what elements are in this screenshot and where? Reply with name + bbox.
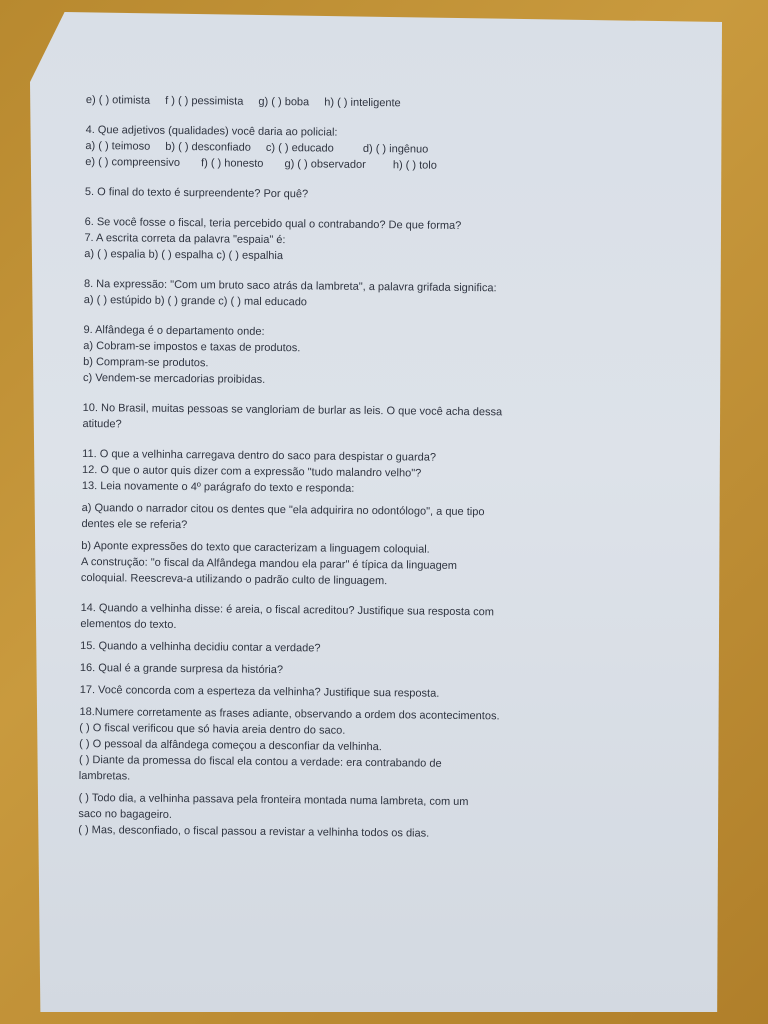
- question-9: 9. Alfândega é o departamento onde:: [83, 323, 265, 338]
- question-9-option-c: c) Vendem-se mercadorias proibidas.: [82, 371, 266, 386]
- question-13-a-cont: dentes ele se referia?: [81, 517, 188, 532]
- question-13: 13. Leia novamente o 4º parágrafo do texto e responda:: [81, 479, 355, 495]
- question-8-options: a) ( ) estúpido b) ( ) grande c) ( ) mal educado: [83, 293, 308, 309]
- question-18-item-1: ( ) O fiscal verificou que só havia areia dentro do saco.: [79, 721, 346, 737]
- question-4: 4. Que adjetivos (qualidades) você daria ao policial:: [85, 123, 338, 139]
- question-17: 17. Você concorda com a esperteza da velhinha? Justifique sua resposta.: [79, 683, 440, 700]
- option-honesto: f) ( ) honesto: [201, 157, 264, 170]
- option-tolo: h) ( ) tolo: [392, 159, 437, 172]
- option-ingenuo: d) ( ) ingênuo: [362, 142, 429, 156]
- question-13-c-cont: coloquial. Reescreva-a utilizando o padrão culto de linguagem.: [80, 571, 388, 588]
- question-13-c: A construção: "o fiscal da Alfândega mandou ela parar" é típica da linguagem: [81, 555, 458, 572]
- option-boba: g) ( ) boba: [258, 95, 310, 109]
- option-educado: c) ( ) educado: [265, 141, 334, 155]
- option-pessimista: f ) ( ) pessimista: [165, 94, 244, 108]
- question-18-item-2: ( ) O pessoal da alfândega começou a desconfiar da velhinha.: [79, 737, 382, 754]
- question-14-cont: elementos do texto.: [80, 617, 177, 631]
- question-18-item-4: ( ) Todo dia, a velhinha passava pela fronteira montada numa lambreta, com um: [78, 791, 469, 809]
- question-18-item-4-cont: saco no bagageiro.: [78, 807, 173, 821]
- option-desconfiado: b) ( ) desconfiado: [165, 140, 251, 154]
- option-otimista: e) ( ) otimista: [85, 93, 151, 107]
- question-18: 18.Numere corretamente as frases adiante, observando a ordem dos acontecimentos.: [79, 705, 500, 723]
- question-6: 6. Se você fosse o fiscal, teria percebido qual o contrabando? De que forma?: [84, 215, 462, 232]
- question-14: 14. Quando a velhinha disse: é areia, o fiscal acreditou? Justifique sua resposta com: [80, 601, 494, 619]
- question-18-item-5: ( ) Mas, desconfiado, o fiscal passou a revistar a velhinha todos os dias.: [78, 823, 430, 840]
- question-7-options: a) ( ) espalia b) ( ) espalha c) ( ) espalhia: [84, 247, 284, 263]
- question-9-option-a: a) Cobram-se impostos e taxas de produtos.: [83, 339, 301, 355]
- option-compreensivo: e) ( ) compreensivo: [85, 155, 181, 169]
- question-5: 5. O final do texto é surpreendente? Por quê?: [84, 185, 309, 201]
- question-10: 10. No Brasil, muitas pessoas se vangloriam de burlar as leis. O que você acha dessa: [82, 401, 503, 419]
- question-11: 11. O que a velhinha carregava dentro do saco para despistar o guarda?: [82, 447, 437, 464]
- question-13-b: b) Aponte expressões do texto que caracterizam a linguagem coloquial.: [81, 539, 430, 556]
- question-18-item-3: ( ) Diante da promessa do fiscal ela contou a verdade: era contrabando de: [78, 753, 442, 770]
- question-8: 8. Na expressão: "Com um bruto saco atrás da lambreta", a palavra grifada significa:: [83, 277, 497, 295]
- question-10-cont: atitude?: [82, 417, 122, 431]
- question-15: 15. Quando a velhinha decidiu contar a verdade?: [80, 639, 321, 655]
- question-18-item-3-cont: lambretas.: [78, 769, 131, 783]
- question-12: 12. O que o autor quis dizer com a expressão "tudo malandro velho"?: [81, 463, 422, 480]
- option-observador: g) ( ) observador: [284, 158, 366, 171]
- question-9-option-b: b) Compram-se produtos.: [83, 355, 209, 370]
- option-inteligente: h) ( ) inteligente: [324, 96, 401, 110]
- question-16: 16. Qual é a grande surpresa da história?: [79, 661, 284, 677]
- question-7: 7. A escrita correta da palavra "espaia" é:: [84, 231, 286, 247]
- worksheet-text: [78, 92, 606, 843]
- option-teimoso: a) ( ) teimoso: [85, 139, 151, 153]
- question-13-a: a) Quando o narrador citou os dentes que "ela adquirira no odontólogo", a que tipo: [81, 501, 485, 519]
